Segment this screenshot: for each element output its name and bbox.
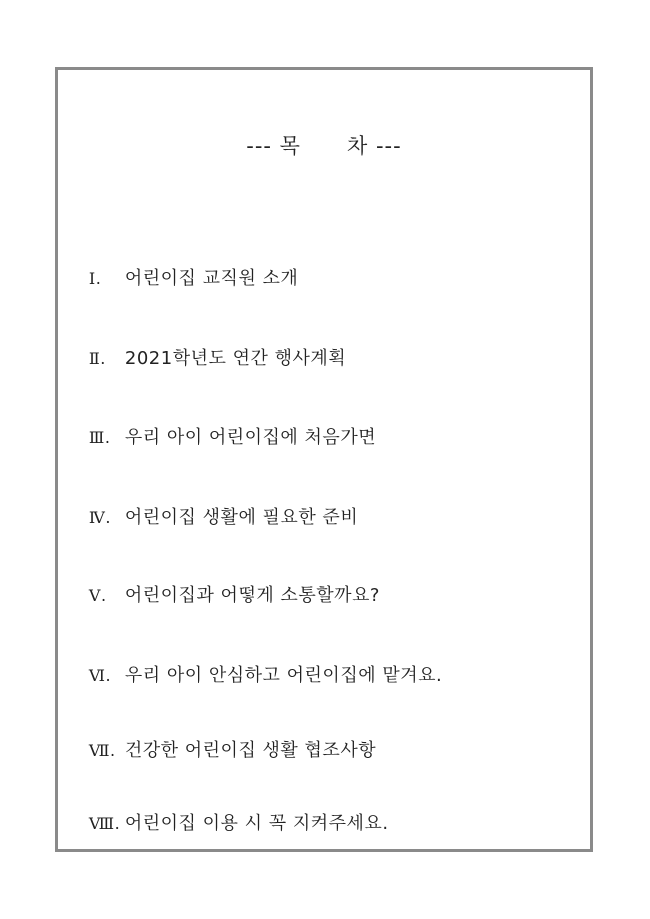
toc-item [64,788,389,856]
toc-item [64,402,376,470]
toc-item-number: Ⅷ. [88,814,121,833]
toc-item-number: Ⅰ. [88,269,102,288]
toc-item-number: Ⅲ. [88,428,111,447]
toc-item-label: 우리 아이 안심하고 어린이집에 맡겨요. [124,665,443,686]
toc-item-label: 어린이집 교직원 소개 [124,268,299,289]
toc-item-number: Ⅳ. [88,508,111,527]
toc-item-label: 어린이집 이용 시 꼭 지켜주세요. [124,813,389,834]
toc-item [64,243,298,311]
toc-item-number: Ⅵ. [88,666,112,685]
toc-item-label: 우리 아이 어린이집에 처음가면 [124,427,377,448]
toc-item [64,715,376,783]
toc-item-number: Ⅶ. [88,741,116,760]
toc-item [64,323,346,391]
document-frame [55,67,593,852]
toc-item-label: 2021학년도 연간 행사계획 [124,348,347,369]
toc-item-label: 어린이집과 어떻게 소통할까요? [124,585,380,606]
toc-item-number: Ⅱ. [88,349,106,368]
toc-item [64,482,358,550]
toc-item-label: 어린이집 생활에 필요한 준비 [124,507,359,528]
toc-item-number: Ⅴ. [88,586,107,605]
toc-item [64,560,380,628]
toc-item [64,640,442,708]
toc-item-label: 건강한 어린이집 생활 협조사항 [124,740,377,761]
page-title: --- 목 차 --- [246,134,402,158]
